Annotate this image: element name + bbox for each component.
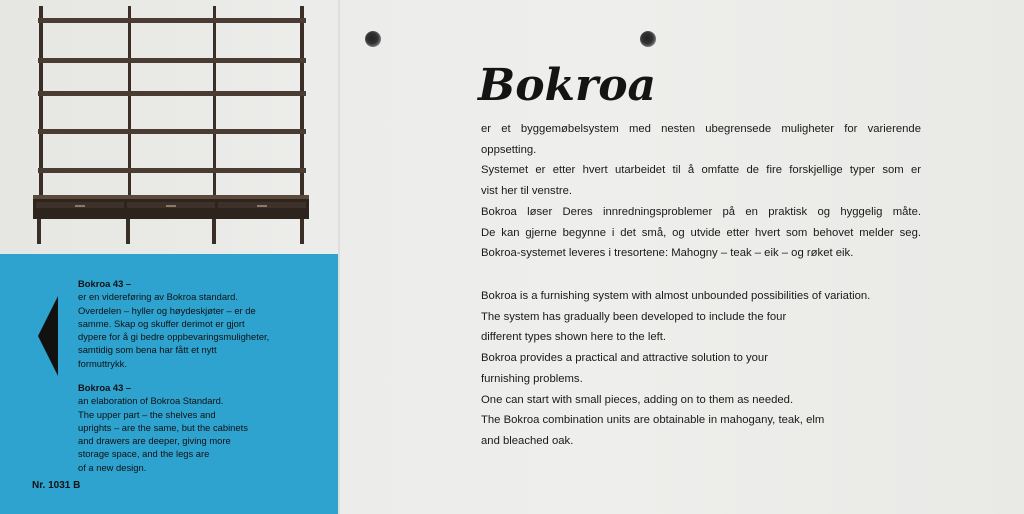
- text-line: vist her til venstre.: [481, 185, 573, 198]
- description-line: of a new design.: [78, 461, 147, 473]
- description-line: Overdelen – hyller og høydeskjøter – er de: [78, 304, 256, 316]
- description-line: samtidig som bena har fått et nytt: [78, 344, 217, 356]
- description-heading: Bokroa 43 –: [78, 382, 132, 393]
- description-heading: Bokroa 43 –: [78, 278, 132, 289]
- bokroa-43-shelf-illustration: [30, 6, 315, 246]
- text-line: furnishing problems.: [481, 372, 583, 385]
- text-line: The Bokroa combination units are obtainable in mahogany, teak, elm: [481, 414, 825, 427]
- text-line: Bokroa provides a practical and attractive solution to your: [481, 352, 768, 365]
- text-line: oppsetting.: [481, 143, 537, 156]
- description-line: an elaboration of Bokroa Standard.: [78, 395, 224, 407]
- left-arrow-icon: [38, 296, 58, 376]
- bokroa-logo: [476, 56, 657, 118]
- description-line: storage space, and the legs are: [78, 448, 210, 460]
- text-line: Bokroa-systemet leveres i tresortene: Mahogny – teak – eik – og røket eik.: [481, 247, 854, 260]
- description-line: er en videreføring av Bokroa standard.: [78, 291, 238, 303]
- catalog-number: Nr. 1031 B: [32, 480, 81, 491]
- main-text-norwegian: [481, 119, 921, 264]
- text-line: De kan gjerne begynne i det små, og utvide etter hvert som behovet melder seg.: [481, 226, 921, 239]
- main-text-english: [481, 286, 921, 452]
- binder-hole: [640, 31, 656, 47]
- logo-wordmark: Bokroa: [478, 60, 657, 111]
- text-line: Bokroa is a furnishing system with almost unbounded possibilities of variation.: [481, 290, 871, 302]
- page-fold: [338, 0, 340, 514]
- binder-hole: [365, 31, 381, 47]
- description-line: dypere for å gi bedre oppbevaringsmuligheter,: [78, 331, 270, 343]
- description-line: uprights – are the same, but the cabinets: [78, 421, 248, 433]
- bokroa-43-description-english: [78, 381, 318, 474]
- bokroa-43-description-norwegian: [78, 277, 318, 370]
- description-line: The upper part – the shelves and: [78, 408, 216, 420]
- text-line: The system has gradually been developed to include the four: [481, 310, 787, 323]
- description-line: samme. Skap og skuffer derimot er gjort: [78, 317, 245, 329]
- text-line: One can start with small pieces, adding on to them as needed.: [481, 393, 794, 406]
- text-line: Systemet er etter hvert utarbeidet til å omfatte de fire forskjellige typer som er: [481, 164, 921, 177]
- description-line: formuttrykk.: [78, 357, 127, 369]
- description-line: and drawers are deeper, giving more: [78, 435, 231, 447]
- text-line: different types shown here to the left.: [481, 331, 667, 344]
- text-line: er et byggemøbelsystem med nesten ubegrensede muligheter for varierende: [481, 123, 921, 135]
- text-line: and bleached oak.: [481, 434, 574, 447]
- text-line: Bokroa løser Deres innredningsproblemer på en praktisk og hyggelig måte.: [481, 205, 921, 218]
